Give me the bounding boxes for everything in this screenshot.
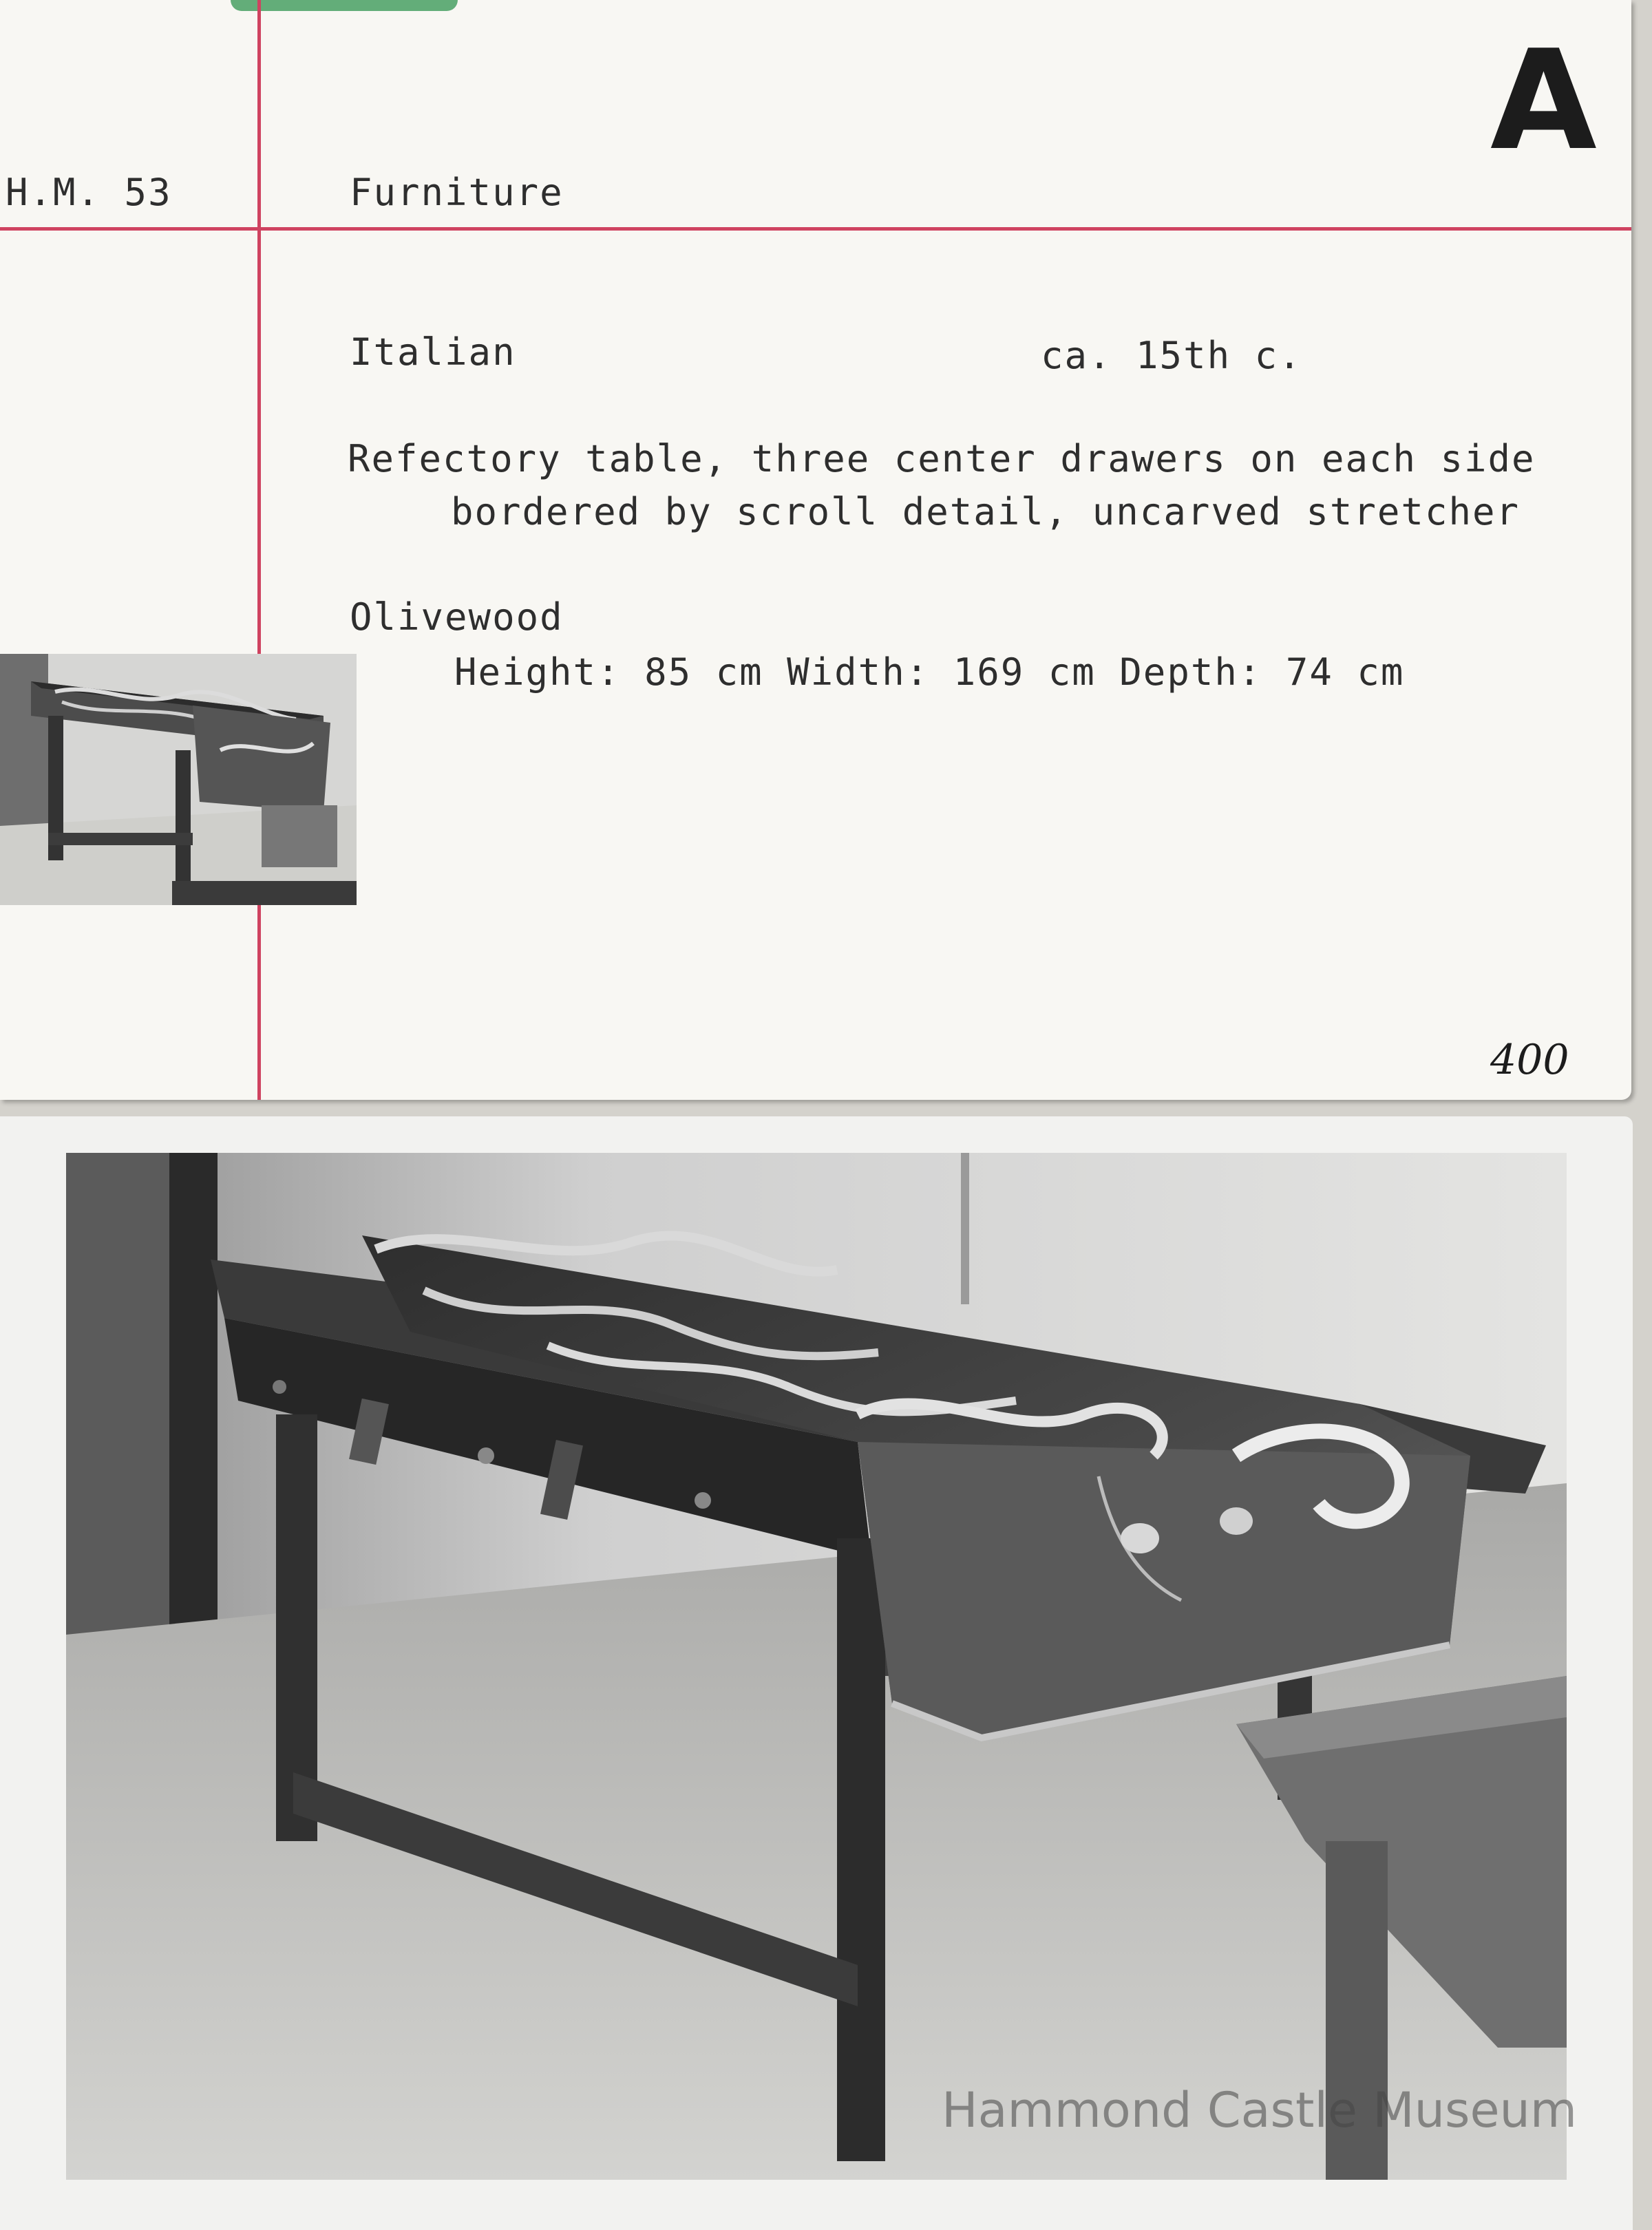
- table-photograph: [66, 1153, 1567, 2180]
- card-number: 400: [1490, 1036, 1569, 1084]
- date-label: ca. 15th c.: [1041, 334, 1302, 377]
- green-ink-mark: [231, 0, 458, 11]
- thumbnail-table-illustration: [0, 654, 357, 905]
- catalog-card: [0, 0, 1631, 1100]
- museum-watermark: Hammond Castle Museum: [942, 2082, 1578, 2138]
- horizontal-header-rule: [0, 227, 1631, 231]
- refectory-table-illustration: [66, 1153, 1567, 2180]
- description-line-2: bordered by scroll detail, uncarved stretcher: [451, 490, 1520, 533]
- thumbnail-photo: [0, 654, 357, 905]
- corner-letter: A: [1490, 21, 1597, 181]
- accession-number: H.M. 53: [6, 171, 172, 214]
- dimensions-label: Height: 85 cm Width: 169 cm Depth: 74 cm: [454, 650, 1405, 694]
- material-label: Olivewood: [350, 595, 564, 639]
- vertical-margin-rule: [257, 0, 261, 1100]
- description-line-1: Refectory table, three center drawers on each side: [348, 437, 1536, 480]
- category-label: Furniture: [350, 171, 564, 214]
- origin-label: Italian: [350, 330, 516, 374]
